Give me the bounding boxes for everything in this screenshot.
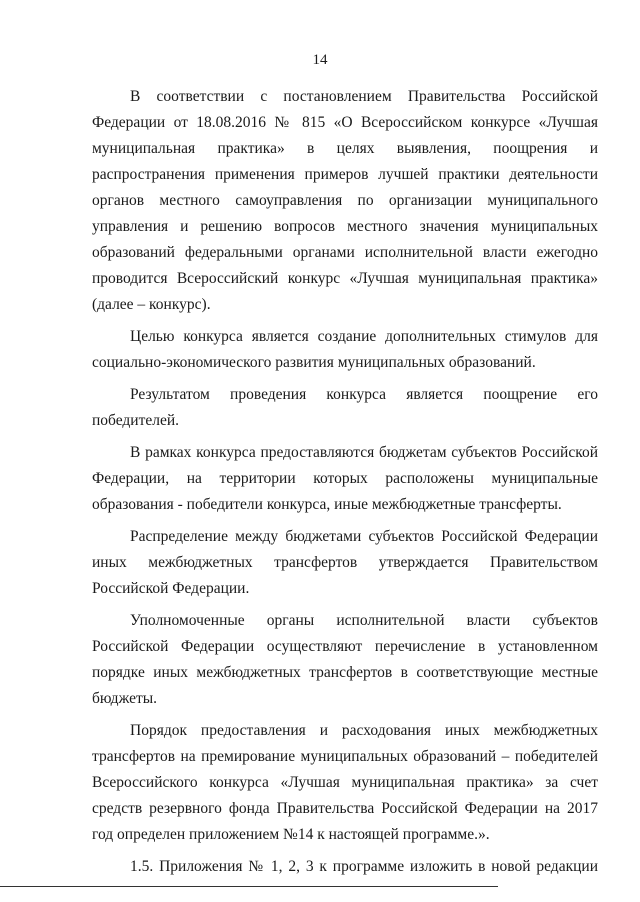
document-body	[92, 84, 598, 886]
footer-rule	[0, 886, 498, 887]
paragraph-competition-goal: Целью конкурса является создание дополнительных стимулов для социально-экономического развития муниципальных образований.	[92, 328, 598, 371]
page-number: 14	[312, 52, 328, 68]
paragraph-competition-basis: В соответствии с постановлением Правительства Российской Федерации от 18.08.2016 № 815 «О Всероссийском конкурсе «Лучшая муниципальная практика» в целях выявления, поощрения и распространения применения примеров лучшей практики деятельности органов местного самоуправления по организации муниципального управления и решению вопросов местного значения муниципальных образований федеральными органами исполнительной власти ежегодно проводится Всероссийский конкурс «Лучшая муниципальная практика» (далее – конкурс).	[92, 88, 598, 313]
paragraph-transfers-procedure: Порядок предоставления и расходования иных межбюджетных трансфертов на премирование муниципальных образований – победителей Всероссийского конкурса «Лучшая муниципальная практика» за счет средств резервного фонда Правительства Российской Федерации на 2017 год определен приложением №14 к настоящей программе.».	[92, 722, 598, 843]
paragraph-transfers-distribution: Распределение между бюджетами субъектов Российской Федерации иных межбюджетных трансфертов утверждается Правительством Российской Федерации.	[92, 528, 598, 597]
paragraph-transfers-provided: В рамках конкурса предоставляются бюджетам субъектов Российской Федерации, на территории которых расположены муниципальные образования - победители конкурса, иные межбюджетные трансферты.	[92, 444, 598, 513]
paragraph-transfers-authority: Уполномоченные органы исполнительной власти субъектов Российской Федерации осуществляют перечисление в установленном порядке иных межбюджетных трансфертов в соответствующие местные бюджеты.	[92, 612, 598, 707]
paragraph-competition-result: Результатом проведения конкурса является поощрение его победителей.	[92, 386, 598, 429]
paragraph-appendices-amendment: 1.5. Приложения № 1, 2, 3 к программе изложить в новой редакции	[130, 858, 598, 875]
